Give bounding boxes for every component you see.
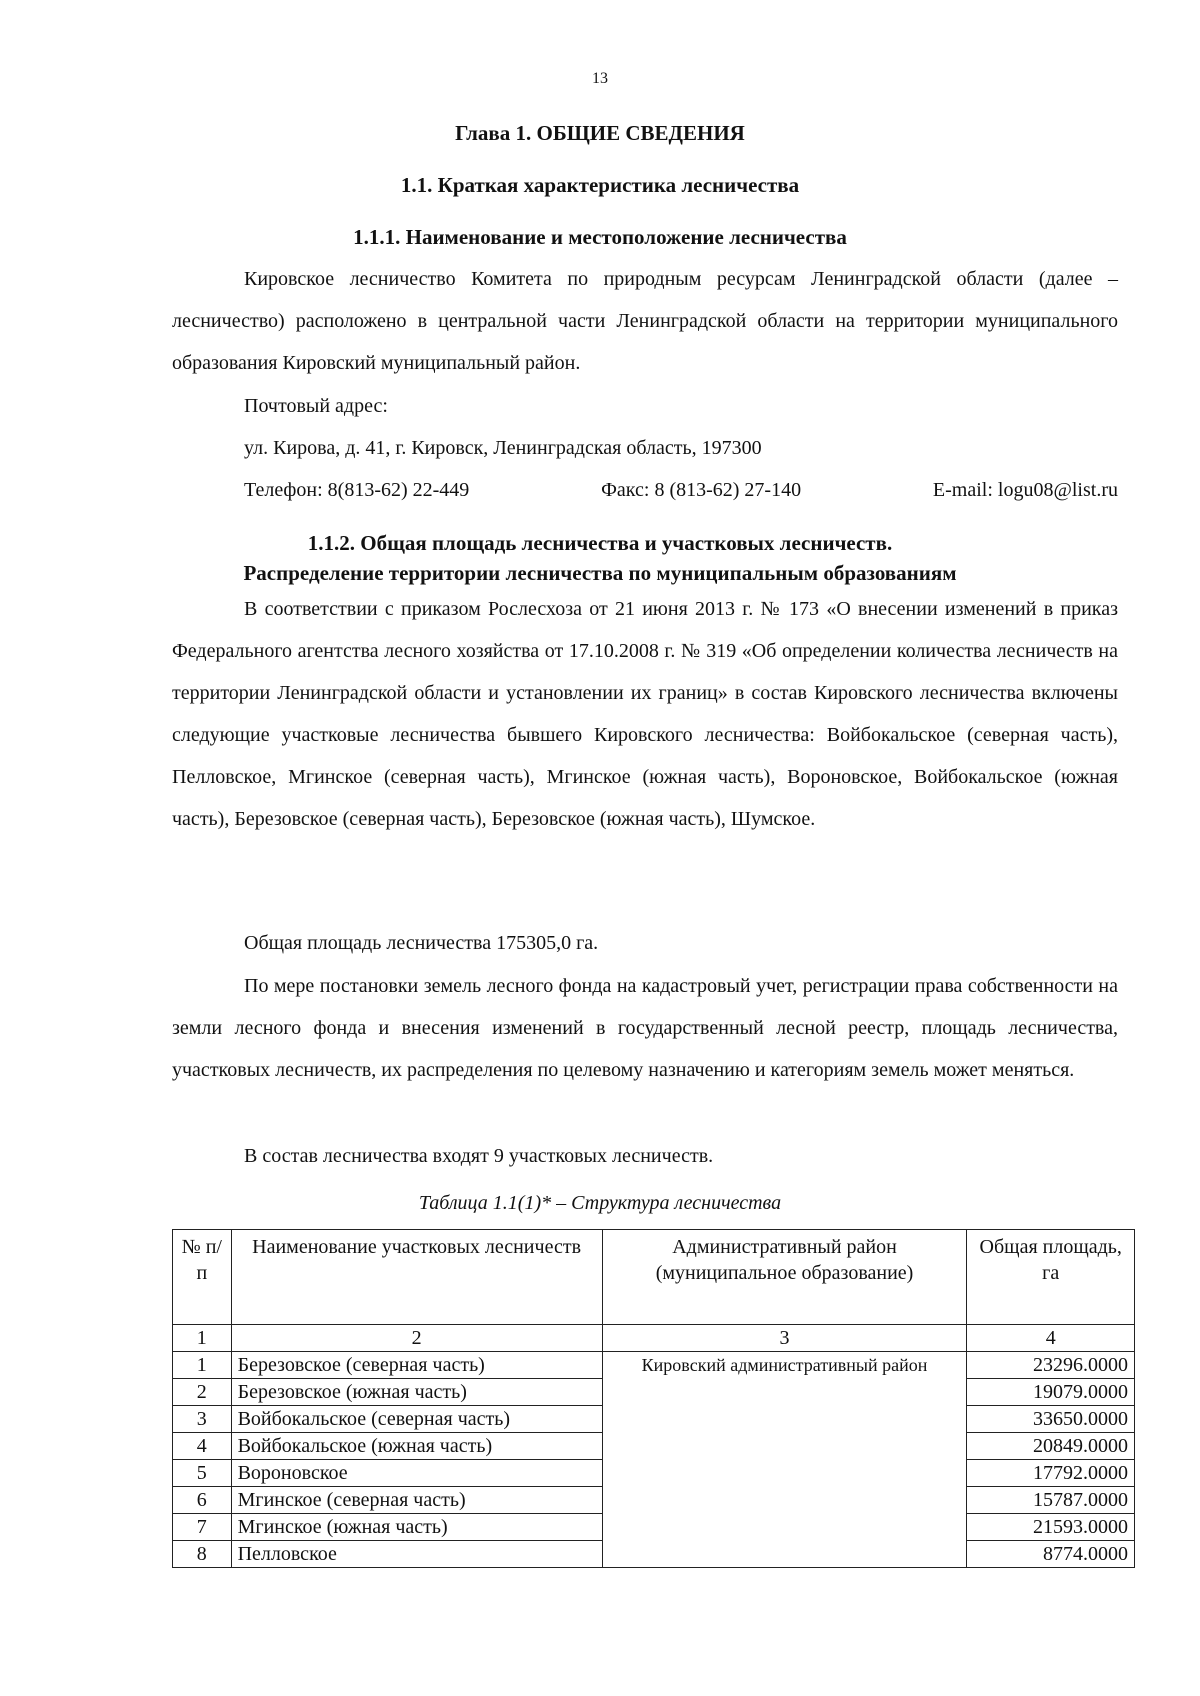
postal-address: ул. Кирова, д. 41, г. Кировск, Ленинградская область, 197300 bbox=[244, 437, 762, 459]
page-number: 13 bbox=[592, 70, 608, 87]
row-area: 21593.0000 bbox=[967, 1514, 1135, 1541]
row-area: 23296.0000 bbox=[967, 1352, 1135, 1379]
row-name: Мгинское (южная часть) bbox=[231, 1514, 602, 1541]
header-area: Общая площадь, га bbox=[967, 1230, 1135, 1325]
row-name: Войбокальское (северная часть) bbox=[231, 1406, 602, 1433]
row-num: 2 bbox=[173, 1379, 232, 1406]
row-name: Березовское (южная часть) bbox=[231, 1379, 602, 1406]
section-title: 1.1. Краткая характеристика лесничества bbox=[400, 173, 800, 197]
table-row bbox=[173, 1352, 1135, 1379]
header-district: Административный район (муниципальное образование) bbox=[602, 1230, 967, 1325]
row-area: 17792.0000 bbox=[967, 1460, 1135, 1487]
column-number: 2 bbox=[231, 1325, 602, 1352]
row-num: 3 bbox=[173, 1406, 232, 1433]
header-num: № п/п bbox=[173, 1230, 232, 1325]
row-num: 7 bbox=[173, 1514, 232, 1541]
column-number: 3 bbox=[602, 1325, 967, 1352]
column-number: 1 bbox=[173, 1325, 232, 1352]
contacts-line bbox=[244, 469, 1118, 511]
row-area: 20849.0000 bbox=[967, 1433, 1135, 1460]
column-numbers-row bbox=[173, 1325, 1135, 1352]
units-count: В состав лесничества входят 9 участковых лесничеств. bbox=[244, 1145, 714, 1167]
row-num: 1 bbox=[173, 1352, 232, 1379]
subsection-2-title bbox=[0, 528, 1200, 588]
email-address: E-mail: logu08@list.ru bbox=[932, 479, 1118, 501]
row-name: Вороновское bbox=[231, 1460, 602, 1487]
fax-number: Факс: 8 (813-62) 27-140 bbox=[601, 479, 802, 501]
row-area: 19079.0000 bbox=[967, 1379, 1135, 1406]
row-area: 15787.0000 bbox=[967, 1487, 1135, 1514]
cadastral-paragraph: По мере постановки земель лесного фонда на кадастровый учет, регистрации права собственности на земли лесного фонда и внесения изменений в государственный лесной реестр, площадь лесничества, участковых лесничеств, их распределения по целевому назначению и категориям земель может меняться. bbox=[172, 975, 1118, 1081]
subsection-2-title-line2: Распределение территории лесничества по муниципальным образованиям bbox=[243, 561, 957, 585]
district-cell: Кировский административный район bbox=[602, 1352, 967, 1568]
subsection-1-title: 1.1.1. Наименование и местоположение лесничества bbox=[353, 225, 847, 249]
row-name: Войбокальское (южная часть) bbox=[231, 1433, 602, 1460]
location-paragraph: Кировское лесничество Комитета по природным ресурсам Ленинградской области (далее – лесничество) расположено в центральной части Ленинградской области на территории муниципального образования Кировский муниципальный район. bbox=[172, 268, 1118, 374]
row-area: 33650.0000 bbox=[967, 1406, 1135, 1433]
header-name: Наименование участковых лесничеств bbox=[231, 1230, 602, 1325]
total-area: Общая площадь лесничества 175305,0 га. bbox=[244, 932, 599, 954]
row-num: 4 bbox=[173, 1433, 232, 1460]
column-number: 4 bbox=[967, 1325, 1135, 1352]
row-num: 5 bbox=[173, 1460, 232, 1487]
row-name: Мгинское (северная часть) bbox=[231, 1487, 602, 1514]
row-num: 6 bbox=[173, 1487, 232, 1514]
postal-address-label: Почтовый адрес: bbox=[244, 395, 388, 417]
table-caption: Таблица 1.1(1)* – Структура лесничества bbox=[418, 1192, 782, 1214]
chapter-title: Глава 1. ОБЩИЕ СВЕДЕНИЯ bbox=[455, 121, 745, 145]
table-header-row bbox=[173, 1230, 1135, 1325]
phone-number: Телефон: 8(813-62) 22-449 bbox=[244, 479, 470, 501]
forestry-structure-table bbox=[172, 1229, 1135, 1568]
subsection-2-title-line1: 1.1.2. Общая площадь лесничества и участковых лесничеств. bbox=[307, 531, 893, 555]
row-num: 8 bbox=[173, 1541, 232, 1568]
order-paragraph: В соответствии с приказом Рослесхоза от 21 июня 2013 г. № 173 «О внесении изменений в приказ Федерального агентства лесного хозяйства от 17.10.2008 г. № 319 «Об определении количества лесничеств на территории Ленинградской области и установлении их границ» в состав Кировского лесничества включены следующие участковые лесничества бывшего Кировского лесничества: Войбокальское (северная часть), Пелловское, Мгинское (северная часть), Мгинское (южная часть), Вороновское, Войбокальское (южная часть), Березовское (северная часть), Березовское (южная часть), Шумское. bbox=[172, 598, 1118, 830]
row-area: 8774.0000 bbox=[967, 1541, 1135, 1568]
row-name: Березовское (северная часть) bbox=[231, 1352, 602, 1379]
row-name: Пелловское bbox=[231, 1541, 602, 1568]
